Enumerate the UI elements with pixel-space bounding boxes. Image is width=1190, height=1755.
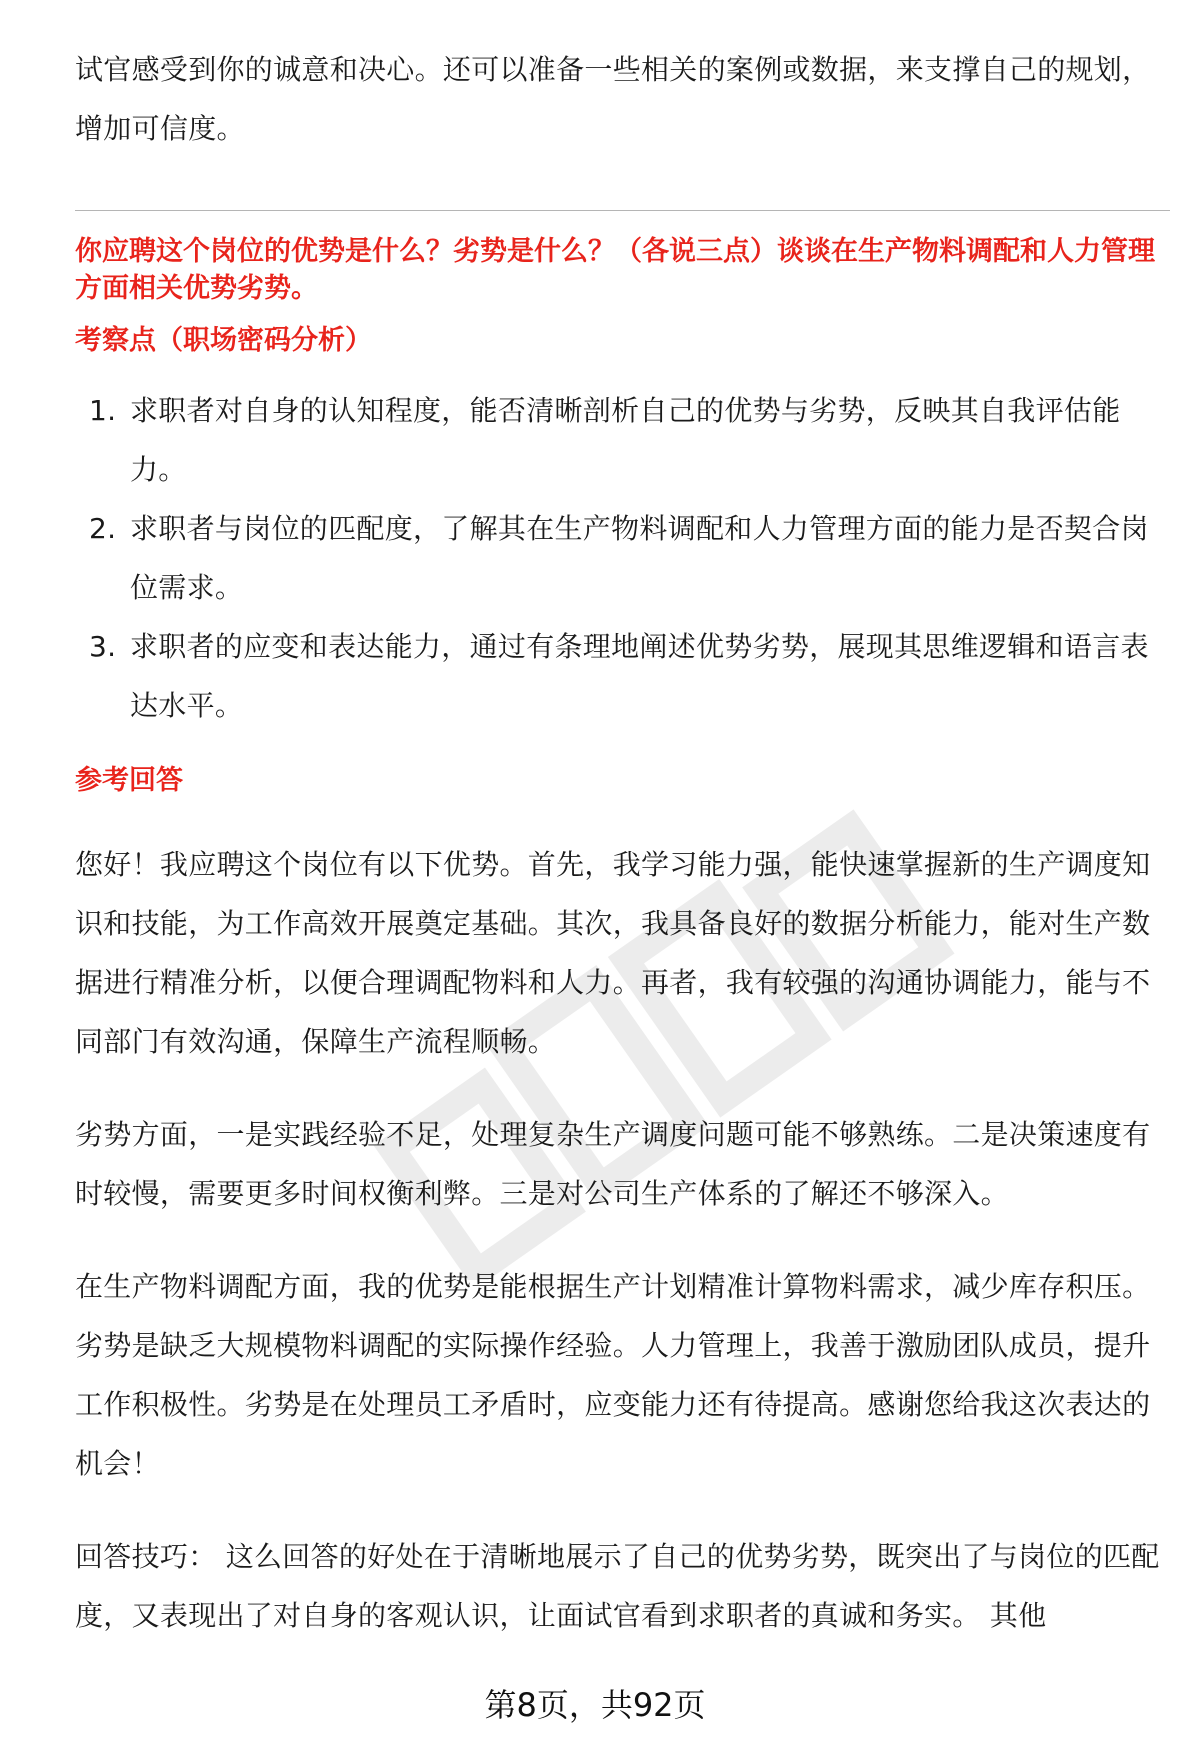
exam-point-text: 求职者的应变和表达能力，通过有条理地阐述优势劣势，展现其思维逻辑和语言表达水平。 bbox=[130, 630, 1149, 722]
exam-point-number: 2. bbox=[89, 512, 117, 545]
exam-point-item bbox=[75, 617, 1170, 735]
document-page bbox=[75, 40, 1170, 1645]
answer-paragraph-weaknesses: 劣势方面，一是实践经验不足，处理复杂生产调度问题可能不够熟练。二是决策速度有时较慢，需要更多时间权衡利弊。三是对公司生产体系的了解还不够深入。 bbox=[75, 1118, 1151, 1210]
question-heading: 你应聘这个岗位的优势是什么？劣势是什么？（各说三点）谈谈在生产物料调配和人力管理方面相关优势劣势。 bbox=[75, 236, 1155, 304]
reference-answer-title: 参考回答 bbox=[75, 765, 183, 796]
answer-tips-paragraph: 回答技巧： 这么回答的好处在于清晰地展示了自己的优势劣势，既突出了与岗位的匹配度，又表现出了对自身的客观认识，让面试官看到求职者的真诚和务实。 其他 bbox=[75, 1540, 1160, 1632]
exam-point-item bbox=[75, 381, 1170, 499]
exam-point-item bbox=[75, 499, 1170, 617]
exam-point-number: 1. bbox=[89, 394, 117, 427]
section-divider bbox=[75, 210, 1170, 211]
exam-points-list bbox=[75, 381, 1170, 735]
exam-point-text: 求职者对自身的认知程度，能否清晰剖析自己的优势与劣势，反映其自我评估能力。 bbox=[130, 394, 1121, 486]
page-number-footer: 第8页，共92页 bbox=[484, 1686, 706, 1724]
exam-points-title: 考察点（职场密码分析） bbox=[75, 325, 372, 356]
intro-paragraph: 试官感受到你的诚意和决心。还可以准备一些相关的案例或数据，来支撑自己的规划，增加可信度。 bbox=[75, 53, 1151, 145]
exam-point-text: 求职者与岗位的匹配度，了解其在生产物料调配和人力管理方面的能力是否契合岗位需求。 bbox=[130, 512, 1149, 604]
answer-paragraph-materials-hr: 在生产物料调配方面，我的优势是能根据生产计划精准计算物料需求，减少库存积压。劣势是缺乏大规模物料调配的实际操作经验。人力管理上，我善于激励团队成员，提升工作积极性。劣势是在处理员工矛盾时，应变能力还有待提高。感谢您给我这次表达的机会！ bbox=[75, 1270, 1151, 1480]
exam-point-number: 3. bbox=[89, 630, 117, 663]
answer-paragraph-strengths: 您好！我应聘这个岗位有以下优势。首先，我学习能力强，能快速掌握新的生产调度知识和技能，为工作高效开展奠定基础。其次，我具备良好的数据分析能力，能对生产数据进行精准分析，以便合理调配物料和人力。再者，我有较强的沟通协调能力，能与不同部门有效沟通，保障生产流程顺畅。 bbox=[75, 848, 1151, 1058]
